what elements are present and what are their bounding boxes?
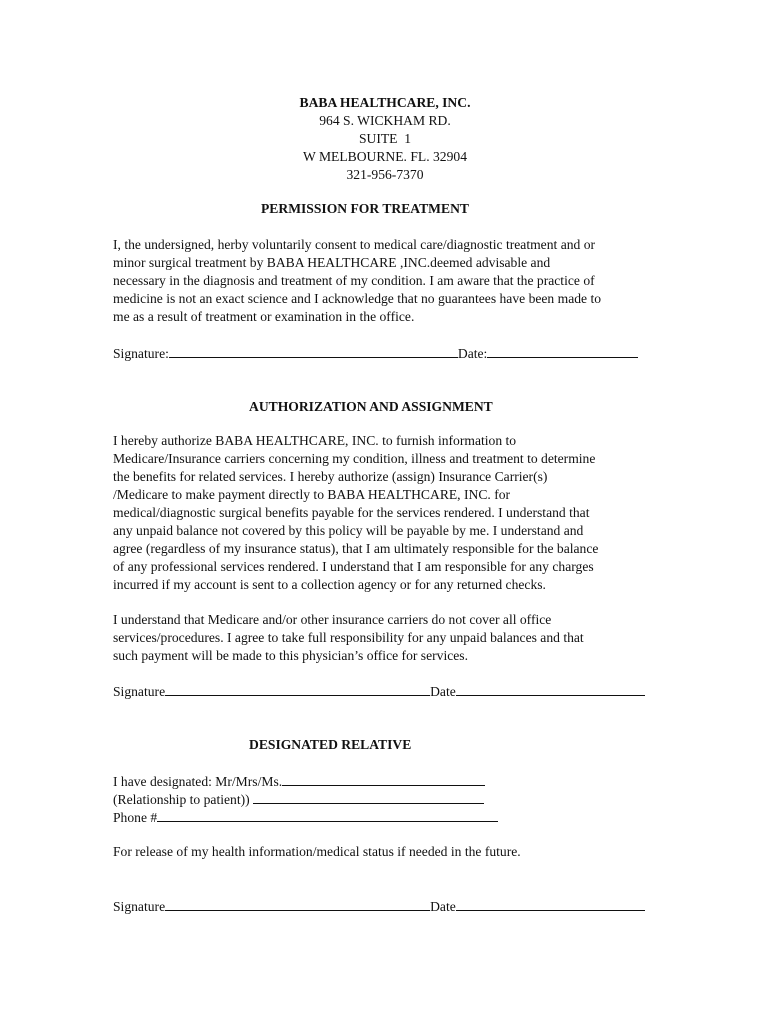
permission-signature-row bbox=[113, 344, 638, 363]
paragraph-line: I, the undersigned, herby voluntarily consent to medical care/diagnostic treatment and or bbox=[113, 237, 596, 252]
date-blank[interactable] bbox=[487, 344, 638, 358]
paragraph-line: incurred if my account is sent to a collection agency or for any returned checks. bbox=[113, 577, 546, 592]
phone-number: 321-956-7370 bbox=[346, 167, 424, 182]
paragraph-line: services/procedures. I agree to take full responsibility for any unpaid balances and that bbox=[113, 630, 584, 645]
paragraph-line: necessary in the diagnosis and treatment of my condition. I am aware that the practice of bbox=[113, 273, 595, 288]
medicare-paragraph bbox=[113, 611, 661, 665]
permission-paragraph bbox=[113, 236, 661, 326]
phone-label: Phone # bbox=[113, 810, 158, 825]
city-line: W MELBOURNE. FL. 32904 bbox=[302, 149, 467, 164]
paragraph-line: I hereby authorize BABA HEALTHCARE, INC. to furnish information to bbox=[113, 433, 517, 448]
paragraph-line: the benefits for related services. I hereby authorize (assign) Insurance Carrier(s) bbox=[113, 469, 548, 484]
paragraph-line: I understand that Medicare and/or other insurance carriers do not cover all office bbox=[113, 612, 552, 627]
phone-row bbox=[113, 808, 498, 827]
relationship-label: (Relationship to patient)) bbox=[113, 792, 254, 807]
paragraph-line: minor surgical treatment by BABA HEALTHCARE ,INC.deemed advisable and bbox=[113, 255, 551, 270]
signature-label: Signature: bbox=[113, 346, 169, 361]
signature-blank[interactable] bbox=[169, 344, 458, 358]
designated-name-blank[interactable] bbox=[282, 772, 485, 786]
letterhead bbox=[0, 94, 770, 184]
phone-blank[interactable] bbox=[157, 808, 498, 822]
authorization-title: AUTHORIZATION AND ASSIGNMENT bbox=[249, 399, 493, 414]
authorization-signature-row bbox=[113, 682, 645, 701]
designated-row bbox=[113, 772, 485, 791]
paragraph-line: of any professional services rendered. I understand that I am responsible for any charges bbox=[113, 559, 594, 574]
designated-label: I have designated: Mr/Mrs/Ms. bbox=[113, 774, 283, 789]
paragraph-line: medicine is not an exact science and I acknowledge that no guarantees have been made to bbox=[113, 291, 602, 306]
date-blank[interactable] bbox=[456, 682, 645, 696]
permission-title: PERMISSION FOR TREATMENT bbox=[261, 201, 469, 216]
relative-signature-row bbox=[113, 897, 645, 916]
relationship-row bbox=[113, 790, 484, 809]
release-text: For release of my health information/medical status if needed in the future. bbox=[113, 844, 521, 859]
date-label: Date bbox=[430, 899, 456, 914]
paragraph-line: any unpaid balance not covered by this policy will be payable by me. I understand and bbox=[113, 523, 584, 538]
company-name: BABA HEALTHCARE, INC. bbox=[299, 95, 471, 110]
paragraph-line: such payment will be made to this physician’s office for services. bbox=[113, 648, 468, 663]
relative-title: DESIGNATED RELATIVE bbox=[249, 737, 412, 752]
date-label: Date: bbox=[457, 346, 488, 361]
signature-label: Signature bbox=[113, 899, 166, 914]
paragraph-line: Medicare/Insurance carriers concerning my condition, illness and treatment to determine bbox=[113, 451, 596, 466]
date-blank[interactable] bbox=[456, 897, 645, 911]
paragraph-line: me as a result of treatment or examination in the office. bbox=[113, 309, 415, 324]
relationship-blank[interactable] bbox=[253, 790, 484, 804]
authorization-paragraph bbox=[113, 432, 661, 594]
signature-label: Signature bbox=[113, 684, 166, 699]
paragraph-line: medical/diagnostic surgical benefits payable for the services rendered. I understand that bbox=[113, 505, 590, 520]
paragraph-line: /Medicare to make payment directly to BABA HEALTHCARE, INC. for bbox=[113, 487, 511, 502]
paragraph-line: agree (regardless of my insurance status), that I am ultimately responsible for the balance bbox=[113, 541, 599, 556]
signature-blank[interactable] bbox=[165, 897, 430, 911]
address-line-2: SUITE 1 bbox=[358, 131, 412, 146]
date-label: Date bbox=[430, 684, 456, 699]
address-line-1: 964 S. WICKHAM RD. bbox=[319, 113, 451, 128]
signature-blank[interactable] bbox=[165, 682, 430, 696]
